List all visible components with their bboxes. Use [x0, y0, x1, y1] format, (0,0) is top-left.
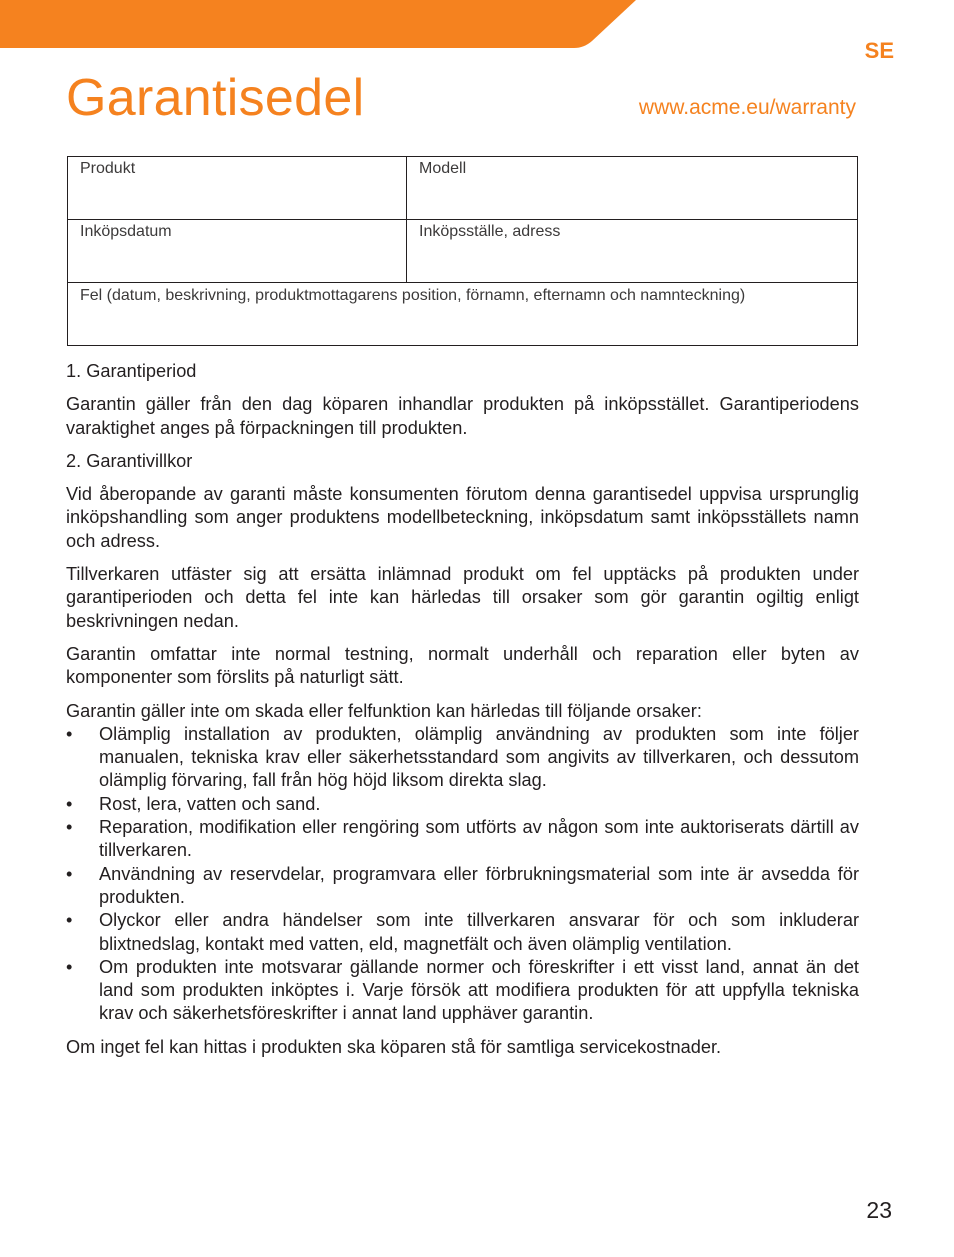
section-heading: 1. Garantiperiod: [66, 361, 197, 381]
defect-field[interactable]: Fel (datum, beskrivning, produktmottagarens position, förnamn, efternamn och namnteckning): [68, 283, 858, 346]
model-field[interactable]: Modell: [407, 157, 858, 220]
bullet-icon: •: [66, 910, 73, 931]
paragraph: Vid åberopande av garanti måste konsumenten förutom denna garantisedel uppvisa ursprunglig inköpshandling som anger produktens modellbeteckning, inköpsdatum samt inköpsställets namn och adress.: [66, 484, 859, 551]
list-item-text: Rost, lera, vatten och sand.: [99, 793, 321, 814]
section-heading: 2. Garantivillkor: [66, 450, 193, 471]
warranty-form-table: [67, 156, 858, 346]
paragraph: Tillverkaren utfäster sig att ersätta inlämnad produkt om fel upptäcks på produkten under garantiperioden och detta fel inte kan härledas till orsaker som gör garantin ogiltig enligt beskrivningen nedan.: [66, 564, 859, 631]
list-item: [66, 956, 859, 1026]
paragraph: Garantin gäller från den dag köparen inhandlar produkten på inköpsstället. Garantiperiodens varaktighet anges på förpackningen till produkten.: [66, 394, 859, 438]
list-item-text: Om produkten inte motsvarar gällande normer och föreskrifter i ett visst land, annat än det land som produkten inköptes i. Varje försök att modifiera produkten för att uppfylla tekniska krav och säkerhetsföreskrifter i annat land upphäver garantin.: [99, 956, 859, 1024]
list-item: [66, 793, 859, 816]
paragraph: Garantin gäller inte om skada eller felfunktion kan härledas till följande orsaker:: [66, 700, 702, 721]
warranty-url: www.acme.eu/warranty: [638, 96, 856, 119]
exclusion-list: [66, 723, 859, 1026]
list-item: [66, 863, 859, 910]
list-item: [66, 816, 859, 863]
list-item-text: Användning av reservdelar, programvara eller förbrukningsmaterial som inte är avsedda för produkten.: [99, 863, 859, 907]
page-number: 23: [866, 1197, 892, 1223]
bullet-icon: •: [66, 956, 73, 977]
purchase-date-field[interactable]: Inköpsdatum: [68, 220, 407, 283]
paragraph: Garantin omfattar inte normal testning, normalt underhåll och reparation eller byten av komponenter som förslits på naturligt sätt.: [66, 643, 859, 688]
purchase-place-field[interactable]: Inköpsställe, adress: [407, 220, 858, 283]
list-item-text: Olyckor eller andra händelser som inte tillverkaren ansvarar för och som inkluderar blixtnedslag, kontakt med vatten, eld, magnetfält och även olämplig ventilation.: [99, 910, 859, 954]
page-title: Garantisedel: [66, 69, 365, 127]
bullet-icon: •: [66, 793, 73, 814]
language-code: SE: [864, 38, 894, 63]
list-item-text: Olämplig installation av produkten, olämplig användning av produkten som inte följer manualen, tekniska krav eller säkerhetsstandard som angivits av tillverkaren, och dessutom olämplig förvaring, fall från hög höjd liksom direkta slag.: [99, 723, 859, 791]
list-item: [66, 723, 859, 793]
bullet-icon: •: [66, 723, 73, 744]
product-field[interactable]: Produkt: [68, 157, 407, 220]
warranty-text: [66, 360, 859, 1069]
orange-header-band: [0, 0, 640, 49]
list-item: [66, 909, 859, 956]
bullet-icon: •: [66, 817, 73, 838]
paragraph: Om inget fel kan hittas i produkten ska köparen stå för samtliga servicekostnader.: [66, 1036, 722, 1057]
bullet-icon: •: [66, 863, 73, 884]
list-item-text: Reparation, modifikation eller rengöring som utförts av någon som inte auktoriserats därtill av tillverkaren.: [99, 817, 859, 861]
